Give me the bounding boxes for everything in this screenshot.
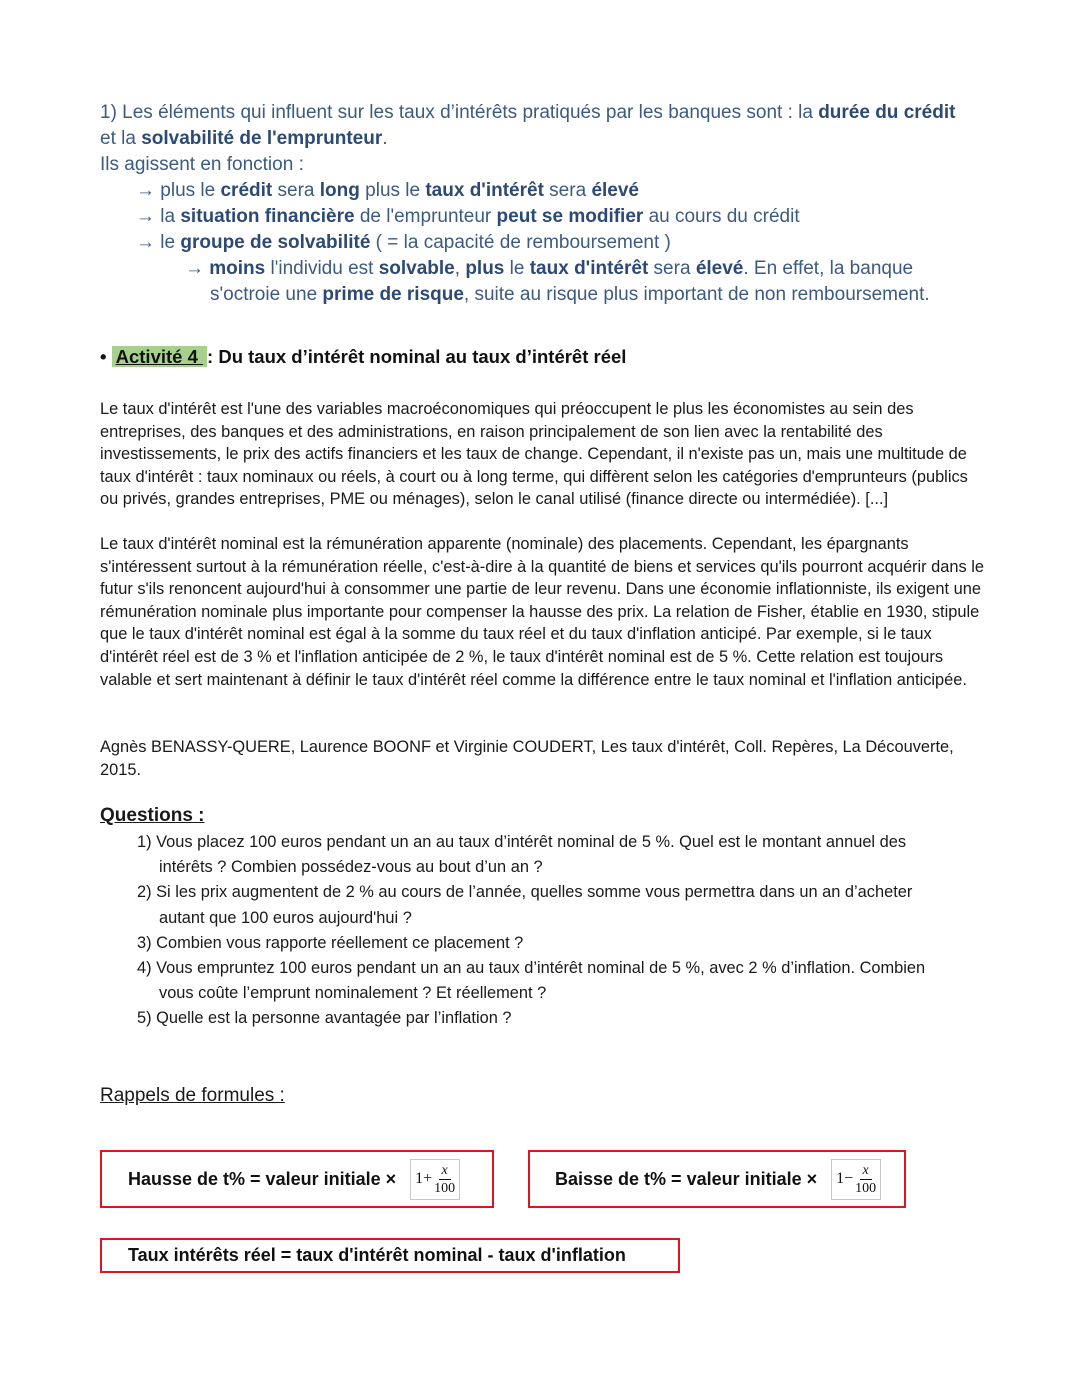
answer-point-5: s'octroie une prime de risque, suite au risque plus important de non remboursement. bbox=[210, 284, 930, 305]
question-item: 4) Vous empruntez 100 euros pendant un an au taux d’intérêt nominal de 5 %, avec 2 % d’inflation. Combien vous coûte l’emprunt nominalement ? Et réellement ? bbox=[137, 959, 926, 1003]
formula-reel-box: Taux intérêts réel = taux d'intérêt nominal - taux d'inflation bbox=[100, 1238, 680, 1273]
activity-label: Activité 4 bbox=[112, 346, 207, 367]
question-item: 2) Si les prix augmentent de 2 % au cours de l’année, quelles somme vous permettra dans un an d’acheter autant que 100 euros aujourd'hui ? bbox=[137, 883, 913, 927]
answer-block bbox=[100, 100, 1000, 308]
formula-baisse-fraction: 1− $\frac{x}{100}$ bbox=[831, 1159, 881, 1200]
formula-hausse-fraction: 1+ $\frac{x}{100}$ bbox=[410, 1159, 460, 1200]
paragraph-2: Le taux d'intérêt nominal est la rémunération apparente (nominale) des placements. Cependant, les épargnants s'intéressent surtout à la rémunération réelle, c'est-à-dire à la quantité de biens et services qu'ils pourront acquérir dans le futur s'ils renoncent aujourd'hui à consommer une partie de leur revenu. Dans une économie inflationniste, ils exigent une rémunération nominale plus importante pour compenser la hausse des prix. La relation de Fisher, établie en 1930, stipule que le taux d'intérêt nominal est égal à la somme du taux réel et du taux d'inflation anticipé. Par exemple, si le taux d'intérêt réel est de 3 % et l'inflation anticipée de 2 %, le taux d'intérêt nominal est de 5 %. Cette relation est toujours valable et sert maintenant à définir le taux d'intérêt réel comme la différence entre le taux nominal et l'inflation anticipée. bbox=[100, 535, 985, 689]
activity-title: : Du taux d’intérêt nominal au taux d’intérêt réel bbox=[207, 346, 627, 367]
questions-title: Questions : bbox=[100, 805, 205, 826]
answer-intro-line2: et la solvabilité de l'emprunteur. bbox=[100, 128, 388, 149]
formulas-title: Rappels de formules : bbox=[100, 1085, 285, 1106]
answer-intro: 1) Les éléments qui influent sur les taux d’intérêts pratiqués par les banques sont : la durée du crédit bbox=[100, 102, 956, 123]
bullet: • bbox=[100, 346, 107, 367]
answer-point-4: → moins l'individu est solvable, plus le taux d'intérêt sera élevé. En effet, la banque bbox=[185, 258, 914, 279]
question-item: 5) Quelle est la personne avantagée par l’inflation ? bbox=[137, 1009, 512, 1028]
answer-point-1: → plus le crédit sera long plus le taux d'intérêt sera élevé bbox=[136, 180, 639, 201]
activity-heading bbox=[100, 346, 626, 368]
formula-hausse-box: Hausse de t% = valeur initiale × 1+ $\frac{x}{100}$ bbox=[100, 1150, 494, 1208]
questions-list bbox=[137, 830, 977, 1032]
question-item: 1) Vous placez 100 euros pendant un an au taux d’intérêt nominal de 5 %. Quel est le montant annuel des intérêts ? Combien possédez-vous au bout d’un an ? bbox=[137, 833, 907, 877]
paragraph-1: Le taux d'intérêt est l'une des variables macroéconomiques qui préoccupent le plus les économistes au sein des entreprises, des banques et des administrations, en raison principalement de son lien avec la rentabilité des investissements, le prix des actifs financiers et les taux de change. Cependant, il n'existe pas un, mais une multitude de taux d'intérêt : taux nominaux ou réels, à court ou à long terme, qui diffèrent selon les catégories d'emprunteurs (publics ou privés, grandes entreprises, PME ou ménages), selon le canal utilisé (finance directe ou intermédiée). [...] bbox=[100, 400, 968, 509]
formula-baisse-box: Baisse de t% = valeur initiale × 1− $\frac{x}{100}$ bbox=[528, 1150, 906, 1208]
answer-point-3: → le groupe de solvabilité ( = la capacité de remboursement ) bbox=[136, 232, 671, 253]
answer-point-2: → la situation financière de l'emprunteur peut se modifier au cours du crédit bbox=[136, 206, 800, 227]
source-citation: Agnès BENASSY-QUERE, Laurence BOONF et Virginie COUDERT, Les taux d'intérêt, Coll. Repères, La Découverte, 2015. bbox=[100, 738, 954, 779]
question-item: 3) Combien vous rapporte réellement ce placement ? bbox=[137, 933, 524, 952]
answer-lead: Ils agissent en fonction : bbox=[100, 154, 304, 175]
